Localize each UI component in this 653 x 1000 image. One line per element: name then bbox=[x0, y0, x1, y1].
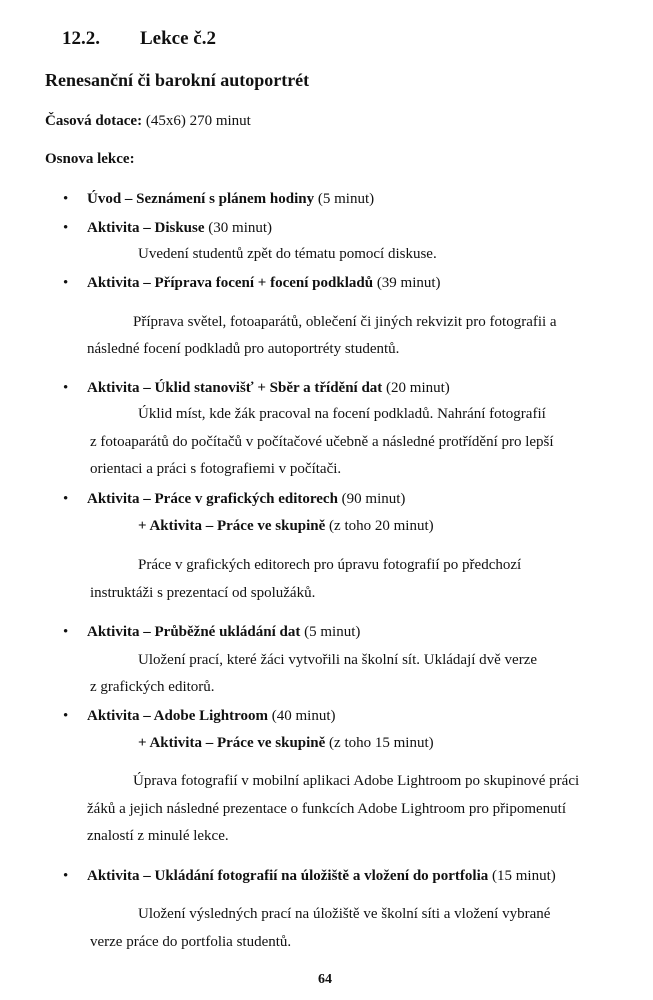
list-item bbox=[87, 191, 374, 208]
item-description: žáků a jejich následné prezentace o funkcích Adobe Lightroom pro připomenutí bbox=[87, 801, 566, 817]
item-description: Úklid míst, kde žák pracoval na focení podkladů. Nahrání fotografií bbox=[138, 406, 546, 422]
item-title: Aktivita – Práce v grafických editorech bbox=[87, 491, 338, 507]
item-description: Uložení výsledných prací na úložiště ve školní síti a vložení vybrané bbox=[138, 906, 551, 922]
bullet-icon: • bbox=[63, 275, 69, 291]
item-description: Příprava světel, fotoaparátů, oblečení či jiných rekvizit pro fotografii a bbox=[133, 314, 557, 330]
list-item bbox=[87, 275, 441, 292]
bullet-icon: • bbox=[63, 220, 69, 236]
item-duration: (90 minut) bbox=[337, 491, 406, 507]
item-duration: (40 minut) bbox=[268, 708, 336, 724]
item-title: Aktivita – Ukládání fotografií na úložiště a vložení do portfolia bbox=[87, 868, 489, 884]
item-description: znalostí z minulé lekce. bbox=[87, 828, 229, 844]
list-item bbox=[87, 868, 556, 885]
item-subactivity bbox=[138, 735, 434, 752]
page-number: 64 bbox=[318, 972, 332, 987]
list-item bbox=[87, 624, 360, 641]
item-duration: (39 minut) bbox=[373, 275, 441, 291]
list-item bbox=[87, 380, 450, 397]
subactivity-duration: (z toho 15 minut) bbox=[325, 735, 434, 751]
item-duration: (5 minut) bbox=[314, 191, 375, 207]
item-duration: (30 minut) bbox=[204, 220, 273, 236]
list-item bbox=[87, 708, 336, 725]
item-title: Aktivita – Úklid stanovišť + Sběr a třídění dat bbox=[87, 380, 383, 396]
item-title: Aktivita – Diskuse bbox=[87, 220, 205, 236]
time-allocation-value: (45x6) 270 minut bbox=[145, 113, 251, 129]
item-duration: (15 minut) bbox=[488, 868, 556, 884]
item-description: orientaci a práci s fotografiemi v počítači. bbox=[90, 461, 342, 477]
item-description: verze práce do portfolia studentů. bbox=[90, 934, 292, 950]
bullet-icon: • bbox=[63, 380, 69, 396]
item-title: Úvod – Seznámení s plánem hodiny bbox=[87, 191, 315, 207]
section-title: Lekce č.2 bbox=[140, 28, 216, 49]
item-description: Uvedení studentů zpět do tématu pomocí diskuse. bbox=[138, 246, 437, 262]
item-duration: (5 minut) bbox=[300, 624, 361, 640]
bullet-icon: • bbox=[63, 491, 69, 507]
item-description: z fotoaparátů do počítačů v počítačové učebně a následné protřídění pro lepší bbox=[90, 434, 554, 450]
subactivity-title: + Aktivita – Práce ve skupině bbox=[138, 735, 326, 751]
item-description: Úprava fotografií v mobilní aplikaci Adobe Lightroom po skupinové práci bbox=[133, 773, 580, 789]
time-allocation bbox=[45, 113, 251, 130]
item-description: instruktáži s prezentací od spolužáků. bbox=[90, 585, 316, 601]
outline-label: Osnova lekce: bbox=[45, 151, 135, 167]
item-title: Aktivita – Adobe Lightroom bbox=[87, 708, 268, 724]
subactivity-title: + Aktivita – Práce ve skupině bbox=[138, 518, 326, 534]
list-item bbox=[87, 491, 405, 508]
item-duration: (20 minut) bbox=[382, 380, 450, 396]
item-title: Aktivita – Příprava focení + focení podkladů bbox=[87, 275, 374, 291]
time-allocation-label: Časová dotace: bbox=[45, 113, 143, 129]
section-number: 12.2. bbox=[62, 28, 100, 49]
bullet-icon: • bbox=[63, 191, 69, 207]
item-description: Práce v grafických editorech pro úpravu fotografií po předchozí bbox=[138, 557, 522, 573]
list-item bbox=[87, 220, 272, 237]
item-subactivity bbox=[138, 518, 434, 535]
item-title: Aktivita – Průběžné ukládání dat bbox=[87, 624, 301, 640]
subactivity-duration: (z toho 20 minut) bbox=[325, 518, 434, 534]
bullet-icon: • bbox=[63, 868, 69, 884]
bullet-icon: • bbox=[63, 708, 69, 724]
lesson-subtitle: Renesanční či barokní autoportrét bbox=[45, 70, 310, 90]
item-description: následné focení podkladů pro autoportréty studentů. bbox=[87, 341, 400, 357]
bullet-icon: • bbox=[63, 624, 69, 640]
item-description: z grafických editorů. bbox=[90, 679, 215, 695]
item-description: Uložení prací, které žáci vytvořili na školní sít. Ukládají dvě verze bbox=[138, 652, 538, 668]
